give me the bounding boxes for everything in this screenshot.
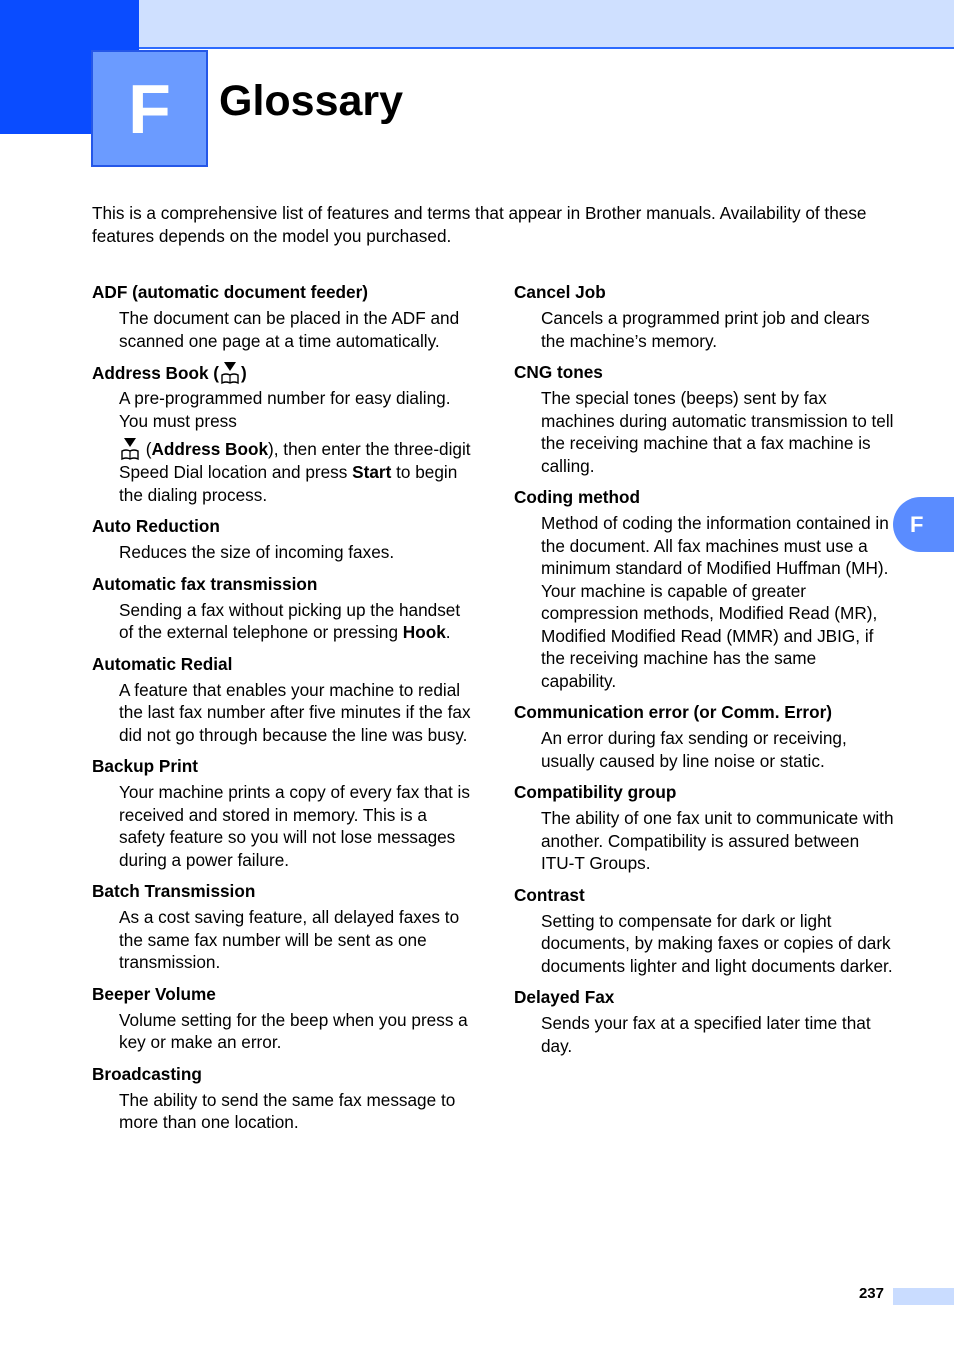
glossary-entry-beeper-volume [92, 983, 472, 1054]
term-address-book-text: Address Book ( [92, 363, 220, 383]
definition-address-book-bold-1: Address Book [151, 439, 269, 459]
definition-delayed-fax: Sends your fax at a specified later time that day. [541, 1013, 871, 1056]
glossary-entry-delayed-fax [514, 986, 894, 1057]
definition-adf: The document can be placed in the ADF and scanned one page at a time automatically. [119, 308, 460, 351]
definition-coding-method: Method of coding the information contained in the document. All fax machines must use a minimum standard of Modified Huffman (MH). Your machine is capable of greater compression methods, Modified Read (MR), Modified Modified Read (MMR) and JBIG, if the receiving machine has the same capability. [541, 513, 889, 691]
definition-contrast: Setting to compensate for dark or light documents, by making faxes or copies of dark documents lighter and light documents darker. [541, 910, 893, 976]
term-cancel-job: Cancel Job [514, 282, 606, 302]
definition-broadcasting: The ability to send the same fax message to more than one location. [119, 1089, 456, 1132]
glossary-entry-address-book [92, 361, 472, 506]
glossary-entry-backup-print [92, 755, 472, 871]
definition-address-book-text-2: ( [141, 439, 152, 459]
definition-automatic-redial: A feature that enables your machine to redial the last fax number after five minutes if the fax did not go through because the line was busy. [119, 679, 471, 745]
definition-address-book-text-4: to begin the dialing process. [119, 462, 458, 505]
definition-beeper-volume: Volume setting for the beep when you press a key or make an error. [119, 1009, 468, 1052]
glossary-entry-automatic-fax-transmission [92, 573, 472, 644]
definition-batch-transmission: As a cost saving feature, all delayed faxes to the same fax number will be sent as one transmission. [119, 907, 460, 972]
definition-address-book [119, 387, 472, 506]
definition-backup-print: Your machine prints a copy of every fax that is received and stored in memory. This is a safety feature so you will not lose messages during a power failure. [119, 782, 470, 870]
term-coding-method: Coding method [514, 487, 641, 507]
definition-compatibility-group: The ability of one fax unit to communicate with another. Compatibility is assured between ITU-T Groups. [541, 808, 894, 873]
definition-cancel-job: Cancels a programmed print job and clears the machine’s memory. [541, 308, 870, 351]
chapter-side-tab-letter: F [910, 511, 924, 537]
definition-address-book-bold-2: Start [352, 462, 392, 482]
chapter-letter: F [128, 69, 171, 148]
term-delayed-fax: Delayed Fax [514, 987, 615, 1007]
footer-bar [893, 1288, 954, 1305]
term-cng-tones: CNG tones [514, 362, 603, 382]
definition-cng-tones: The special tones (beeps) sent by fax machines during automatic transmission to tell the receiving machine that a fax machine is calling. [541, 388, 894, 476]
definition-address-book-text-3: ), then enter the three-digit Speed Dial location and press [119, 439, 471, 482]
definition-automatic-fax-text-2: . [445, 622, 451, 642]
glossary-left-column [92, 281, 472, 1143]
term-broadcasting: Broadcasting [92, 1063, 202, 1084]
term-communication-error: Communication error (or Comm. Error) [514, 702, 833, 722]
term-address-book [92, 361, 472, 385]
term-automatic-fax-transmission: Automatic fax transmission [92, 573, 318, 594]
glossary-entry-communication-error [514, 701, 894, 772]
chapter-letter-box [91, 50, 208, 167]
term-contrast: Contrast [514, 884, 585, 905]
glossary-entry-coding-method [514, 486, 894, 692]
glossary-entry-cng-tones [514, 361, 894, 477]
definition-address-book-text-1: A pre-programmed number for easy dialing. You must press [119, 388, 451, 431]
definition-communication-error: An error during fax sending or receiving, usually caused by line noise or static. [541, 728, 847, 771]
glossary-entry-cancel-job [514, 281, 894, 352]
glossary-entry-batch-transmission [92, 880, 472, 974]
term-address-book-close: ) [241, 363, 247, 383]
term-batch-transmission: Batch Transmission [92, 881, 256, 901]
glossary-entry-compatibility-group [514, 781, 894, 875]
top-band [0, 0, 954, 49]
glossary-entry-adf [92, 281, 472, 352]
definition-automatic-fax-text-1: Sending a fax without picking up the handset of the external telephone or pressing [119, 599, 461, 642]
page-title: Glossary [219, 77, 404, 125]
glossary-entry-auto-reduction [92, 515, 472, 564]
term-automatic-redial: Automatic Redial [92, 653, 233, 674]
term-auto-reduction: Auto Reduction [92, 516, 220, 536]
definition-automatic-fax-bold: Hook [402, 622, 446, 642]
intro-paragraph: This is a comprehensive list of features and terms that appear in Brother manuals. Availability of these features depends on the model you purchased. [92, 203, 867, 246]
address-book-icon [220, 361, 240, 385]
address-book-icon [120, 437, 140, 461]
glossary-right-column [514, 281, 894, 1066]
page-number: 237 [858, 1285, 884, 1302]
definition-automatic-fax-transmission [119, 599, 472, 644]
term-beeper-volume: Beeper Volume [92, 983, 216, 1004]
glossary-entry-automatic-redial [92, 653, 472, 747]
term-backup-print: Backup Print [92, 756, 199, 776]
term-compatibility-group: Compatibility group [514, 782, 677, 802]
chapter-side-tab [893, 497, 954, 552]
glossary-entry-broadcasting [92, 1063, 472, 1134]
glossary-entry-contrast [514, 884, 894, 978]
definition-auto-reduction: Reduces the size of incoming faxes. [119, 542, 395, 562]
term-adf: ADF (automatic document feeder) [92, 282, 368, 302]
